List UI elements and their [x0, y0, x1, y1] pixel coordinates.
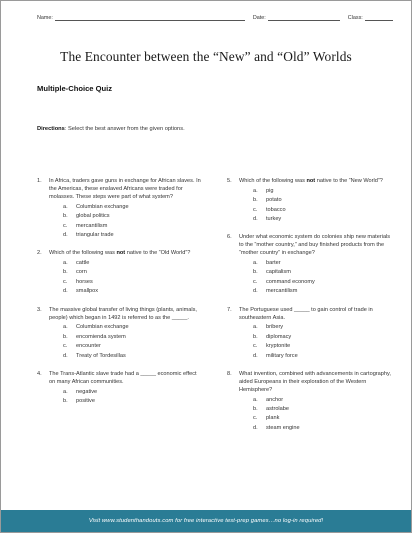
answer-option[interactable]: [63, 287, 203, 296]
answer-option[interactable]: [63, 230, 203, 239]
option-text: tobacco: [266, 206, 286, 213]
answer-options: [227, 395, 395, 433]
answer-option[interactable]: [63, 258, 203, 267]
class-line: [365, 14, 393, 21]
option-text: pig: [266, 187, 274, 194]
answer-options: [37, 258, 203, 296]
answer-option[interactable]: [253, 423, 395, 432]
question-number: 4.: [37, 370, 42, 377]
answer-option[interactable]: [63, 277, 203, 286]
answer-options: [37, 323, 203, 361]
quiz-subtitle: Multiple-Choice Quiz: [37, 84, 113, 93]
date-line: [268, 14, 340, 21]
directions-text: : Select the best answer from the given options.: [64, 126, 185, 132]
answer-option[interactable]: [253, 258, 395, 267]
answer-option[interactable]: [253, 351, 395, 360]
option-letter: a.: [253, 260, 258, 267]
option-letter: b.: [63, 397, 68, 404]
option-letter: c.: [63, 343, 68, 350]
answer-option[interactable]: [253, 395, 395, 404]
option-text: horses: [76, 278, 93, 285]
question-header: [227, 306, 395, 322]
option-letter: d.: [63, 288, 68, 295]
header-fields: [37, 14, 393, 21]
option-text: bribery: [266, 324, 284, 331]
question-text: [239, 370, 395, 394]
question-text-part: native to the “New World”?: [315, 178, 383, 184]
option-text: turkey: [266, 215, 282, 222]
question-text: [239, 306, 395, 322]
option-text: plank: [266, 415, 280, 422]
question-item: [227, 177, 395, 224]
answer-option[interactable]: [63, 212, 203, 221]
answer-option[interactable]: [253, 205, 395, 214]
option-letter: b.: [63, 213, 68, 220]
option-letter: c.: [63, 222, 68, 229]
option-text: anchor: [266, 396, 284, 403]
question-text-part: Under what economic system do colonies ship new materials to the “mother country,” and buy finished products from the “mother country” in exchange?: [239, 234, 391, 257]
option-text: command economy: [266, 278, 315, 285]
question-header: [37, 177, 203, 201]
option-letter: c.: [253, 415, 258, 422]
answer-option[interactable]: [253, 287, 395, 296]
question-header: [37, 249, 203, 257]
answer-options: [227, 323, 395, 361]
option-letter: d.: [253, 352, 258, 359]
option-letter: b.: [63, 333, 68, 340]
option-text: diplomacy: [266, 333, 292, 340]
option-text: capitalism: [266, 269, 291, 276]
question-header: [37, 306, 203, 322]
option-letter: c.: [253, 343, 258, 350]
answer-options: [37, 387, 203, 406]
option-text: potato: [266, 197, 282, 204]
answer-option[interactable]: [63, 332, 203, 341]
page-title: The Encounter between the “New” and “Old” Worlds: [60, 49, 352, 64]
question-text-part: The massive global transfer of living things (plants, animals, people) which began in 1492 is referred to as the _____.: [49, 306, 197, 321]
question-number: 1.: [37, 178, 42, 184]
directions-label: Directions: [37, 126, 65, 132]
option-text: triangular trade: [76, 232, 114, 239]
question-number: 6.: [227, 234, 232, 241]
option-letter: d.: [253, 288, 258, 295]
question-item: [37, 306, 203, 361]
option-text: smallpox: [76, 288, 99, 295]
option-text: encounter: [76, 343, 101, 350]
question-header: [227, 370, 395, 394]
answer-option[interactable]: [253, 323, 395, 332]
option-text: positive: [76, 397, 95, 404]
option-text: encomienda system: [76, 333, 126, 340]
question-item: [37, 370, 203, 406]
question-text-part: The Trans-Atlantic slave trade had a _____ economic effect on many African communities.: [49, 370, 197, 385]
answer-option[interactable]: [63, 387, 203, 396]
option-text: mercantilism: [266, 288, 298, 295]
option-letter: c.: [253, 278, 258, 285]
answer-option[interactable]: [253, 332, 395, 341]
question-item: [227, 306, 395, 361]
option-text: kryptonite: [266, 343, 291, 350]
question-text: [239, 177, 395, 185]
question-text-part: What invention, combined with advancements in cartography, aided Europeans in their exploration of the Western Hemisphere?: [239, 370, 391, 393]
question-number: 5.: [227, 178, 232, 184]
option-letter: a.: [253, 324, 258, 331]
question-number: 2.: [37, 250, 42, 257]
option-letter: a.: [63, 203, 68, 210]
option-letter: a.: [63, 260, 68, 267]
answer-options: [37, 202, 203, 240]
option-text: military force: [266, 352, 298, 359]
option-letter: b.: [253, 269, 258, 276]
question-item: [227, 370, 395, 433]
answer-option[interactable]: [253, 268, 395, 277]
answer-option[interactable]: [63, 268, 203, 277]
option-letter: d.: [253, 424, 258, 431]
question-item: [227, 233, 395, 296]
question-number: 7.: [227, 306, 232, 313]
option-letter: a.: [63, 388, 68, 395]
question-number: 8.: [227, 370, 232, 377]
answer-option[interactable]: [253, 341, 395, 350]
answer-option[interactable]: [63, 351, 203, 360]
answer-option[interactable]: [253, 277, 395, 286]
question-text: [49, 177, 203, 201]
answer-option[interactable]: [63, 341, 203, 350]
answer-option[interactable]: [63, 221, 203, 230]
option-letter: d.: [63, 352, 68, 359]
question-header: [37, 370, 203, 386]
question-text-part: In Africa, traders gave guns in exchange for African slaves. In the Americas, these enslaved Africans were traded for molasses. These steps were part of what system?: [49, 178, 201, 201]
question-number: 3.: [37, 306, 42, 313]
option-letter: b.: [253, 406, 258, 413]
option-text: cattle: [76, 260, 90, 267]
answer-options: [227, 258, 395, 296]
option-text: mercantilism: [76, 222, 108, 229]
answer-option[interactable]: [63, 323, 203, 332]
option-text: Treaty of Tordesillas: [76, 352, 126, 359]
question-text: [49, 306, 203, 322]
option-text: astrolabe: [266, 406, 290, 413]
answer-option[interactable]: [63, 202, 203, 211]
question-header: [227, 177, 395, 185]
question-item: [37, 177, 203, 240]
name-label: Name:: [37, 15, 53, 21]
question-text-part: Which of the following was: [239, 178, 307, 184]
option-text: steam engine: [266, 424, 300, 431]
question-item: [37, 249, 203, 296]
option-letter: a.: [253, 187, 258, 194]
question-text-part: The Portuguese used _____ to gain control of trade in southeastern Asia.: [239, 306, 373, 321]
option-letter: a.: [63, 324, 68, 331]
option-letter: b.: [253, 197, 258, 204]
answer-option[interactable]: [63, 396, 203, 405]
option-text: corn: [76, 269, 87, 276]
option-letter: c.: [63, 278, 68, 285]
questions-right-column: [227, 177, 395, 442]
answer-option[interactable]: [253, 214, 395, 223]
questions-left-column: [37, 177, 203, 415]
option-text: Columbian exchange: [76, 324, 129, 331]
option-text: negative: [76, 388, 98, 395]
option-letter: a.: [253, 396, 258, 403]
emphasis-text: not: [116, 250, 126, 257]
directions: [37, 126, 185, 132]
option-letter: d.: [253, 215, 258, 222]
answer-options: [227, 186, 395, 224]
footer-text: Visit www.studenthandouts.com for free interactive test-prep games…no log-in required!: [88, 518, 324, 524]
name-line: [55, 14, 245, 21]
answer-option[interactable]: [253, 404, 395, 413]
question-text: [49, 370, 203, 386]
option-letter: b.: [253, 333, 258, 340]
footer-banner: [1, 510, 411, 532]
question-text: [49, 249, 203, 257]
answer-option[interactable]: [253, 186, 395, 195]
option-letter: d.: [63, 232, 68, 239]
option-letter: c.: [253, 206, 258, 213]
option-text: barter: [266, 260, 281, 267]
option-text: global politics: [76, 213, 110, 220]
question-header: [227, 233, 395, 257]
option-letter: b.: [63, 269, 68, 276]
answer-option[interactable]: [253, 195, 395, 204]
question-text-part: native to the “Old World”?: [125, 250, 191, 257]
answer-option[interactable]: [253, 414, 395, 423]
question-text: [239, 233, 395, 257]
emphasis-text: not: [306, 178, 316, 184]
class-label: Class:: [347, 15, 363, 21]
option-text: Columbian exchange: [76, 203, 129, 210]
question-text-part: Which of the following was: [49, 250, 117, 257]
date-label: Date:: [252, 15, 266, 21]
